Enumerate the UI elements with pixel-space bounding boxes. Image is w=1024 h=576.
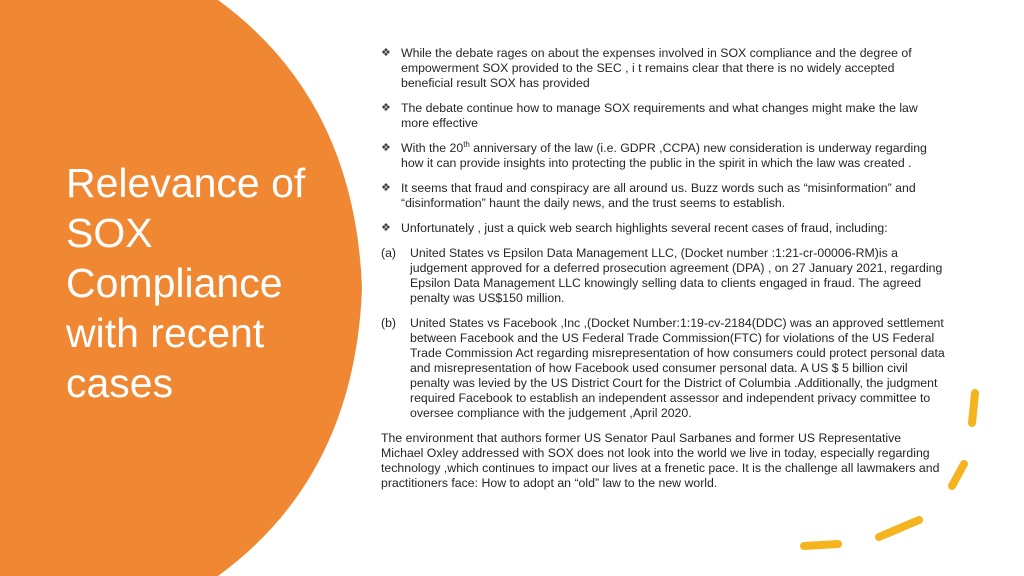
dash-mark [952,464,964,486]
bullet-text [401,141,927,170]
bullet-item [381,181,946,211]
bullet-text: The debate continue how to manage SOX requirements and what changes might make the law more effective [401,101,918,130]
closing-paragraph: The environment that authors former US Senator Paul Sarbanes and former US Representative Michael Oxley addressed with SOX does not look into the world we live in today, especially regarding technology ,which continues to impact our lives at a frenetic pace. It is the challenge all lawmakers and practitioners face: How to adopt an “old” law to the new world. [381,431,940,490]
bullet-text: While the debate rages on about the expenses involved in SOX compliance and the degree of empowerment SOX provided to the SEC , i t remains clear that there is no widely accepted beneficial result SOX has provided [401,46,912,90]
case-label: (b) [381,316,397,330]
title-line: Relevance of [66,160,306,206]
title-line: SOX [66,210,153,256]
case-text: United States vs Epsilon Data Management LLC, (Docket number :1:21-cr-00006-RM)is a judgement approved for a deferred prosecution agreement (DPA) , on 27 January 2021, regarding Epsilon Data Management LLC knowingly selling data to clients engaged in fraud. The agreed penalty was US$150 million. [410,246,943,305]
title-line: Compliance [66,260,283,306]
case-item [381,246,946,306]
diamond-bullet-icon: ❖ [381,142,391,154]
bullet-text-part: With the 20 [401,141,464,155]
diamond-bullet-icon: ❖ [381,47,391,59]
slide-title [66,158,326,408]
bullet-text: It seems that fraud and conspiracy are all around us. Buzz words such as “misinformation” and “disinformation” haunt the daily news, and the trust seems to establish. [401,181,916,210]
case-text: United States vs Facebook ,Inc ,(Docket Number:1:19-cv-2184(DDC) was an approved settlement between Facebook and the US Federal Trade Commission(FTC) for violations of the US Federal Trade Commission Act regarding misrepresentation of how consumers could protect personal data and misrepresentation of how Facebook used consumer personal data. A US $ 5 billion civil penalty was levied by the US District Court for the District of Columbia .Additionally, the judgment required Facebook to establish an independent assessor and independent privacy committee to oversee compliance with the judgement ,April 2020. [410,316,945,420]
superscript-ordinal: th [463,139,470,149]
case-label: (a) [381,246,397,260]
bullet-item [381,101,946,131]
bullet-text: Unfortunately , just a quick web search highlights several recent cases of fraud, including: [401,221,888,235]
bullet-item [381,141,946,171]
dash-mark [879,520,919,537]
bullet-text-part: anniversary of the law (i.e. GDPR ,CCPA) new consideration is underway regarding how it can provide insights into protecting the public in the spirit in which the law was created . [401,141,927,170]
diamond-bullet-icon: ❖ [381,182,391,194]
dash-mark [804,544,838,546]
diamond-bullet-icon: ❖ [381,222,391,234]
title-line: with recent [66,310,265,356]
title-line: cases [66,360,174,406]
content-body [381,46,946,491]
bullet-item [381,46,946,91]
dash-mark [972,393,975,423]
case-item [381,316,946,421]
bullet-item [381,221,946,236]
diamond-bullet-icon: ❖ [381,102,391,114]
